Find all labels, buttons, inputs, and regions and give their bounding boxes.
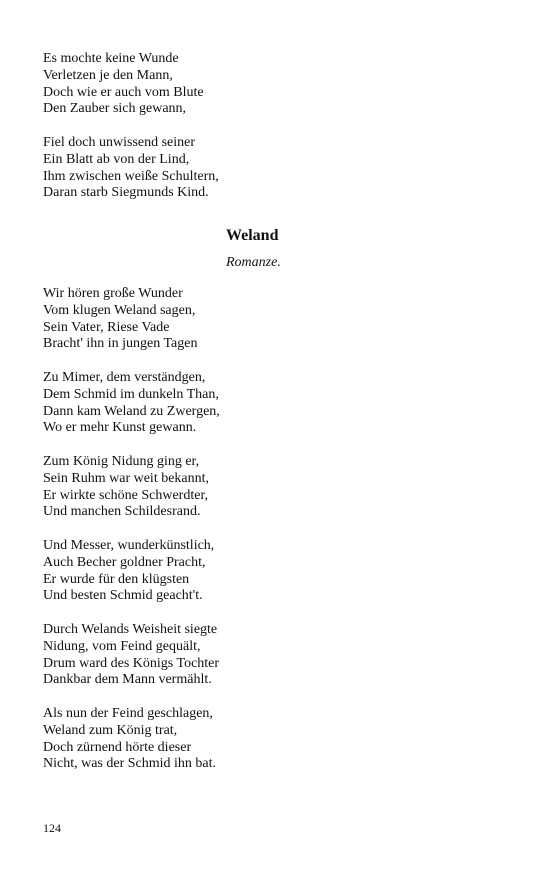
verse-line: Und besten Schmid geacht't. xyxy=(43,588,203,604)
verse-line: Wir hören große Wunder xyxy=(43,286,183,301)
verse-line: Und manchen Schildesrand. xyxy=(43,504,201,520)
stanza xyxy=(43,454,209,521)
page-number: 124 xyxy=(43,821,61,835)
verse-line: Zu Mimer, dem verständgen, xyxy=(43,370,206,385)
verse-line: Dann kam Weland zu Zwergen, xyxy=(43,403,220,419)
verse-line: Er wurde für den klügsten xyxy=(43,571,190,587)
verse-line: Dankbar dem Mann vermählt. xyxy=(43,672,212,688)
verse-line: Ihm zwischen weiße Schultern, xyxy=(43,168,219,184)
verse-line: Und Messer, wunderkünstlich, xyxy=(43,538,215,553)
verse-line: Nicht, was der Schmid ihn bat. xyxy=(43,756,217,772)
stanza xyxy=(43,622,219,689)
verse-line: Vom klugen Weland sagen, xyxy=(43,302,196,318)
stanza xyxy=(43,135,219,202)
verse-line: Verletzen je den Mann, xyxy=(43,67,173,83)
verse-line: Doch zürnend hörte dieser xyxy=(43,739,192,755)
poem-title: Weland xyxy=(226,227,279,244)
verse-line: Wo er mehr Kunst gewann. xyxy=(43,420,197,436)
verse-line: Doch wie er auch vom Blute xyxy=(43,84,204,100)
verse-line: Ein Blatt ab von der Lind, xyxy=(43,151,190,167)
verse-line: Weland zum König trat, xyxy=(43,722,178,738)
verse-line: Bracht' ihn in jungen Tagen xyxy=(43,336,198,352)
poem-subtitle: Romanze. xyxy=(226,255,281,270)
verse-line: Es mochte keine Wunde xyxy=(43,51,179,66)
stanza xyxy=(43,286,197,353)
stanza xyxy=(43,51,204,118)
verse-line: Den Zauber sich gewann, xyxy=(43,101,187,117)
verse-line: Sein Ruhm war weit bekannt, xyxy=(43,470,210,486)
verse-line: Drum ward des Königs Tochter xyxy=(43,655,220,671)
verse-line: Sein Vater, Riese Vade xyxy=(43,319,170,335)
verse-line: Durch Welands Weisheit siegte xyxy=(43,622,218,637)
verse-line: Fiel doch unwissend seiner xyxy=(43,135,196,150)
verse-line: Zum König Nidung ging er, xyxy=(43,454,200,469)
stanza xyxy=(43,706,216,773)
stanza xyxy=(43,538,214,605)
verse-line: Als nun der Feind geschlagen, xyxy=(43,706,213,721)
verse-line: Daran starb Siegmunds Kind. xyxy=(43,185,209,201)
verse-line: Dem Schmid im dunkeln Than, xyxy=(43,386,219,402)
stanza xyxy=(43,370,220,437)
verse-line: Auch Becher goldner Pracht, xyxy=(43,554,206,570)
verse-line: Nidung, vom Feind gequält, xyxy=(43,638,201,654)
verse-line: Er wirkte schöne Schwerdter, xyxy=(43,487,209,503)
